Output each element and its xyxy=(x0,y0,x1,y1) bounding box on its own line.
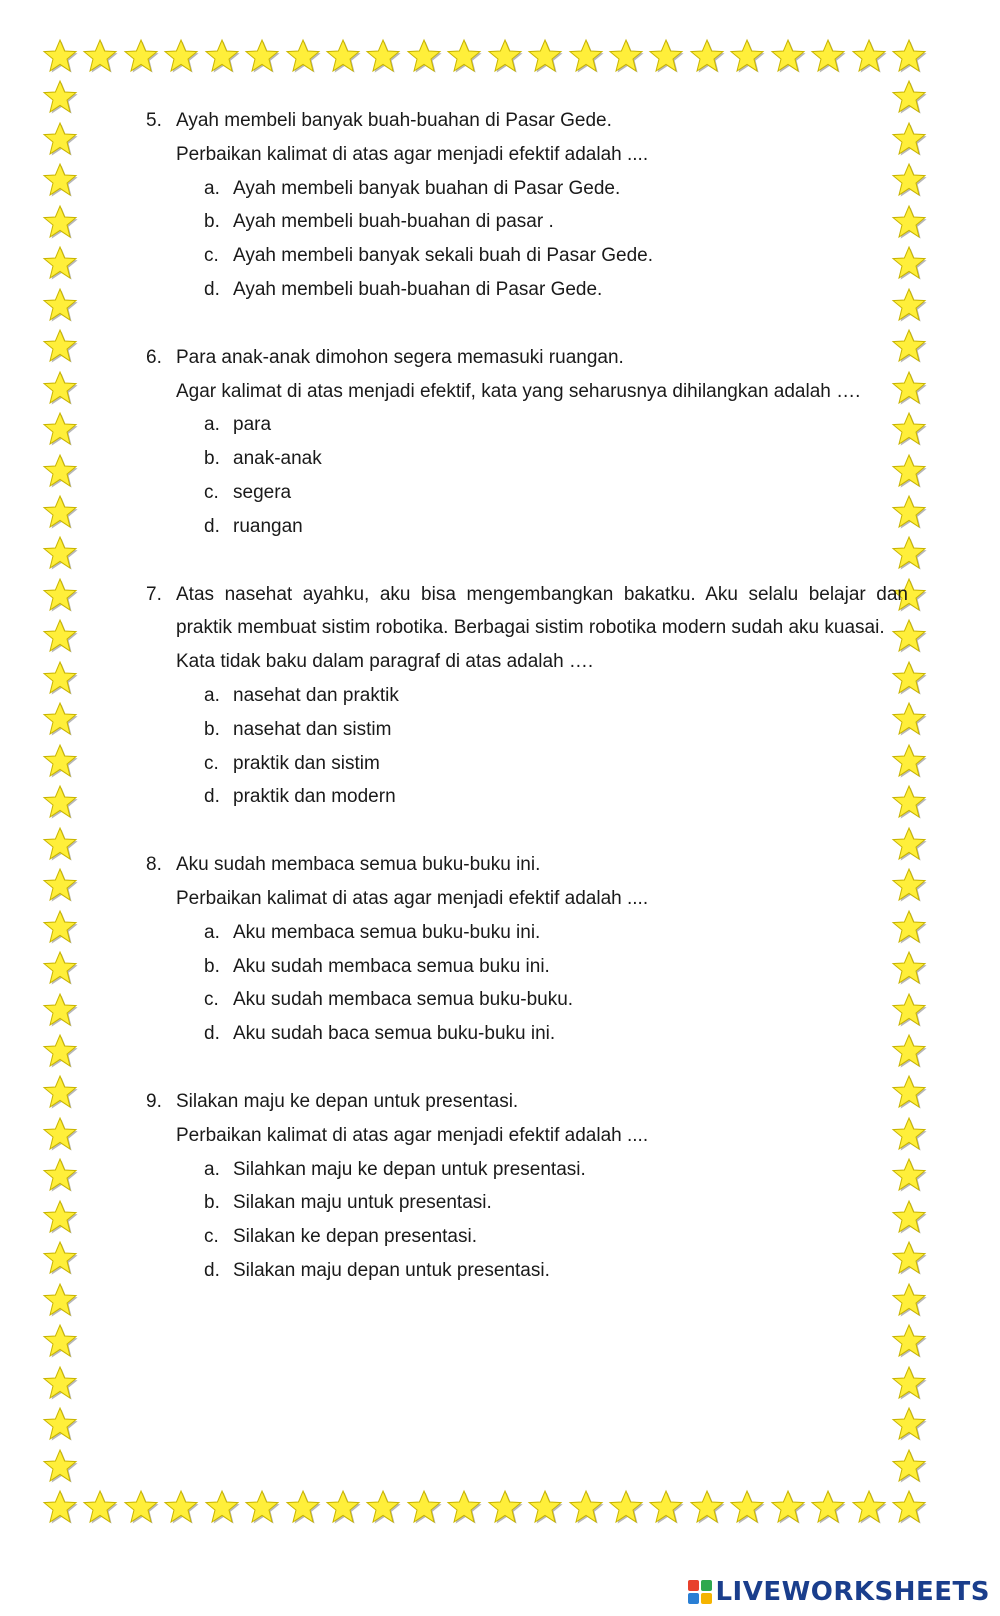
option-d[interactable] xyxy=(146,780,908,814)
star-icon xyxy=(608,38,644,74)
star-icon xyxy=(891,1365,927,1401)
star-icon xyxy=(42,494,78,530)
star-icon xyxy=(42,162,78,198)
liveworksheets-logo-icon xyxy=(688,1580,712,1604)
star-icon xyxy=(42,1033,78,1069)
star-icon xyxy=(365,1489,401,1525)
option-text: nasehat dan sistim xyxy=(233,718,392,740)
star-icon xyxy=(891,1448,927,1484)
star-icon xyxy=(42,743,78,779)
question-8 xyxy=(146,848,908,1051)
option-text: Aku sudah membaca semua buku-buku. xyxy=(233,989,574,1011)
star-icon xyxy=(42,79,78,115)
star-icon xyxy=(891,1489,927,1525)
star-icon xyxy=(487,38,523,74)
option-b[interactable] xyxy=(146,442,908,476)
option-letter: c. xyxy=(204,989,219,1011)
star-icon xyxy=(42,909,78,945)
option-text: Silakan maju untuk presentasi. xyxy=(233,1192,492,1214)
star-icon xyxy=(82,1489,118,1525)
star-icon xyxy=(163,38,199,74)
option-letter: c. xyxy=(204,752,219,774)
star-icon xyxy=(608,1489,644,1525)
star-icon xyxy=(42,453,78,489)
option-text: Ayah membeli banyak buahan di Pasar Gede. xyxy=(233,177,621,199)
option-letter: d. xyxy=(204,278,220,300)
star-icon xyxy=(891,38,927,74)
option-letter: a. xyxy=(204,684,220,706)
star-icon xyxy=(163,1489,199,1525)
star-icon xyxy=(244,1489,280,1525)
option-text: praktik dan sistim xyxy=(233,752,380,774)
option-text: praktik dan modern xyxy=(233,786,396,808)
question-number: 7. xyxy=(146,583,162,605)
question-6 xyxy=(146,341,908,544)
star-icon xyxy=(729,38,765,74)
option-text: anak-anak xyxy=(233,448,322,470)
star-icon xyxy=(42,1323,78,1359)
star-icon xyxy=(42,121,78,157)
star-icon xyxy=(42,701,78,737)
option-letter: b. xyxy=(204,718,220,740)
star-icon xyxy=(770,1489,806,1525)
star-icon xyxy=(810,38,846,74)
star-icon xyxy=(42,867,78,903)
question-instruction: Perbaikan kalimat di atas agar menjadi efektif adalah .... xyxy=(176,143,649,165)
star-icon xyxy=(406,1489,442,1525)
question-9 xyxy=(146,1085,908,1288)
question-text: Aku sudah membaca semua buku-buku ini. xyxy=(176,854,541,876)
question-instruction: Agar kalimat di atas menjadi efektif, kata yang seharusnya dihilangkan adalah …. xyxy=(176,380,861,402)
question-number: 9. xyxy=(146,1090,162,1112)
question-instruction: Perbaikan kalimat di atas agar menjadi efektif adalah .... xyxy=(176,887,649,909)
star-icon xyxy=(42,992,78,1028)
question-stem xyxy=(146,341,908,375)
star-icon xyxy=(487,1489,523,1525)
star-icon xyxy=(42,950,78,986)
star-icon xyxy=(42,618,78,654)
option-text: para xyxy=(233,414,272,436)
option-b[interactable] xyxy=(146,713,908,747)
star-icon xyxy=(851,38,887,74)
option-text: Aku membaca semua buku-buku ini. xyxy=(233,921,541,943)
question-instruction: Perbaikan kalimat di atas agar menjadi efektif adalah .... xyxy=(176,1124,649,1146)
star-icon xyxy=(891,1323,927,1359)
star-icon xyxy=(42,1199,78,1235)
star-icon xyxy=(42,1365,78,1401)
option-text: ruangan xyxy=(233,515,303,537)
star-icon xyxy=(42,370,78,406)
star-icon xyxy=(325,1489,361,1525)
star-icon xyxy=(123,1489,159,1525)
option-c[interactable] xyxy=(146,239,908,273)
star-icon xyxy=(244,38,280,74)
option-letter: b. xyxy=(204,955,220,977)
star-icon xyxy=(42,38,78,74)
star-icon xyxy=(891,1406,927,1442)
star-icon xyxy=(729,1489,765,1525)
option-letter: b. xyxy=(204,1192,220,1214)
question-number: 6. xyxy=(146,346,162,368)
liveworksheets-watermark xyxy=(688,1574,990,1610)
question-list xyxy=(146,104,908,1322)
option-text: Silahkan maju ke depan untuk presentasi. xyxy=(233,1158,586,1180)
star-icon xyxy=(446,38,482,74)
star-icon xyxy=(42,1157,78,1193)
option-c[interactable] xyxy=(146,1220,908,1254)
star-icon xyxy=(810,1489,846,1525)
star-icon xyxy=(365,38,401,74)
question-number: 8. xyxy=(146,854,162,876)
option-text: Ayah membeli banyak sekali buah di Pasar Gede. xyxy=(233,245,654,267)
question-stem xyxy=(146,1085,908,1119)
star-icon xyxy=(42,660,78,696)
option-text: Aku sudah membaca semua buku ini. xyxy=(233,955,550,977)
star-icon xyxy=(42,535,78,571)
star-icon xyxy=(42,245,78,281)
option-a[interactable] xyxy=(146,172,908,206)
star-icon xyxy=(406,38,442,74)
option-a[interactable] xyxy=(146,679,908,713)
star-icon xyxy=(42,1489,78,1525)
star-icon xyxy=(42,1282,78,1318)
star-icon xyxy=(42,1448,78,1484)
star-icon xyxy=(42,1240,78,1276)
option-letter: b. xyxy=(204,211,220,233)
option-b[interactable] xyxy=(146,950,908,984)
star-icon xyxy=(42,1406,78,1442)
star-icon xyxy=(446,1489,482,1525)
star-icon xyxy=(82,38,118,74)
star-icon xyxy=(42,411,78,447)
option-text: Ayah membeli buah-buahan di pasar . xyxy=(233,211,554,233)
option-c[interactable] xyxy=(146,747,908,781)
option-letter: d. xyxy=(204,1023,220,1045)
star-icon xyxy=(204,38,240,74)
star-icon xyxy=(42,1074,78,1110)
star-icon xyxy=(204,1489,240,1525)
star-icon xyxy=(123,38,159,74)
option-text: Silakan ke depan presentasi. xyxy=(233,1226,477,1248)
option-letter: a. xyxy=(204,177,220,199)
watermark-text: LIVEWORKSHEETS xyxy=(715,1577,990,1607)
option-a[interactable] xyxy=(146,916,908,950)
option-text: Silakan maju depan untuk presentasi. xyxy=(233,1259,550,1281)
option-letter: a. xyxy=(204,1158,220,1180)
option-text: segera xyxy=(233,481,292,503)
option-b[interactable] xyxy=(146,1186,908,1220)
star-icon xyxy=(527,1489,563,1525)
star-icon xyxy=(527,38,563,74)
option-letter: a. xyxy=(204,921,220,943)
option-c[interactable] xyxy=(146,476,908,510)
star-icon xyxy=(568,1489,604,1525)
option-text: Aku sudah baca semua buku-buku ini. xyxy=(233,1023,556,1045)
question-stem xyxy=(146,578,908,646)
star-icon xyxy=(689,38,725,74)
option-d[interactable] xyxy=(146,1017,908,1051)
question-text: Atas nasehat ayahku, aku bisa mengembangkan bakatku. Aku selalu belajar dan praktik membuat sistim robotika. Berbagai sistim robotika modern sudah aku kuasai. xyxy=(176,583,908,639)
question-instruction: Kata tidak baku dalam paragraf di atas adalah …. xyxy=(176,651,594,673)
star-icon xyxy=(689,1489,725,1525)
star-icon xyxy=(325,38,361,74)
option-d[interactable] xyxy=(146,1254,908,1288)
option-text: Ayah membeli buah-buahan di Pasar Gede. xyxy=(233,278,603,300)
option-letter: d. xyxy=(204,1259,220,1281)
option-letter: a. xyxy=(204,414,220,436)
question-text: Silakan maju ke depan untuk presentasi. xyxy=(176,1090,519,1112)
option-text: nasehat dan praktik xyxy=(233,684,399,706)
star-icon xyxy=(285,38,321,74)
option-letter: c. xyxy=(204,481,219,503)
star-icon xyxy=(42,826,78,862)
option-letter: d. xyxy=(204,786,220,808)
question-number: 5. xyxy=(146,110,162,131)
star-icon xyxy=(42,328,78,364)
question-text: Ayah membeli banyak buah-buahan di Pasar Gede. xyxy=(176,110,612,131)
star-icon xyxy=(851,1489,887,1525)
option-letter: d. xyxy=(204,515,220,537)
star-icon xyxy=(285,1489,321,1525)
option-letter: c. xyxy=(204,245,219,267)
option-a[interactable] xyxy=(146,408,908,442)
star-icon xyxy=(648,1489,684,1525)
question-text: Para anak-anak dimohon segera memasuki ruangan. xyxy=(176,346,624,368)
question-stem xyxy=(146,104,908,138)
star-icon xyxy=(42,287,78,323)
star-icon xyxy=(42,1116,78,1152)
star-icon xyxy=(648,38,684,74)
option-a[interactable] xyxy=(146,1153,908,1187)
option-d[interactable] xyxy=(146,510,908,544)
star-icon xyxy=(42,784,78,820)
option-c[interactable] xyxy=(146,983,908,1017)
star-icon xyxy=(770,38,806,74)
option-letter: b. xyxy=(204,448,220,470)
option-letter: c. xyxy=(204,1226,219,1248)
star-icon xyxy=(42,204,78,240)
question-7 xyxy=(146,578,908,815)
option-b[interactable] xyxy=(146,205,908,239)
question-stem xyxy=(146,848,908,882)
option-d[interactable] xyxy=(146,273,908,307)
star-icon xyxy=(568,38,604,74)
question-5 xyxy=(146,104,908,307)
star-icon xyxy=(42,577,78,613)
